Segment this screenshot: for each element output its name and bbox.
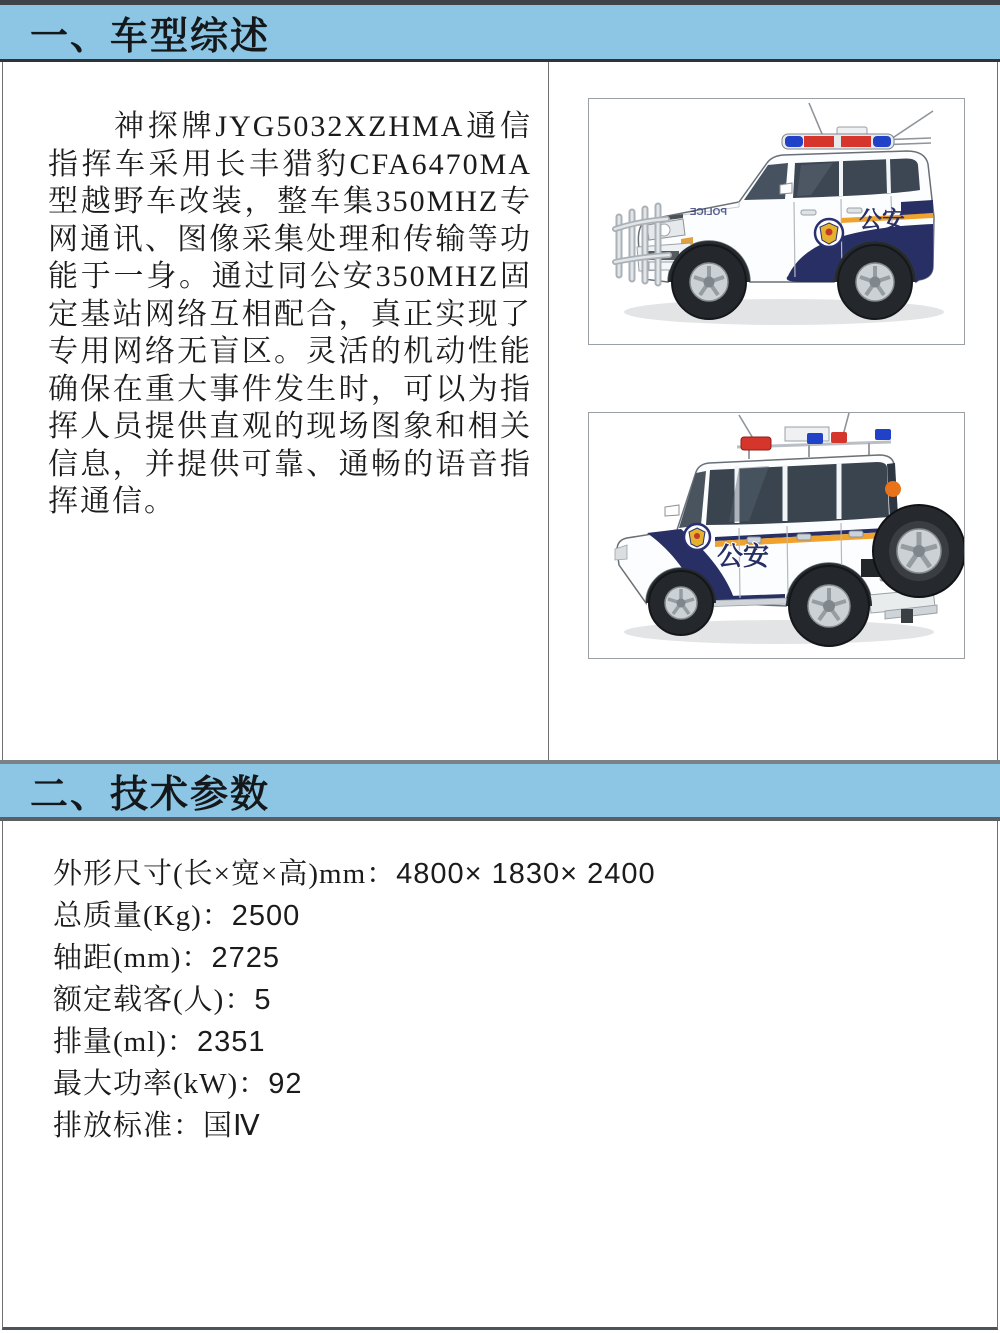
- side-mirror: [665, 505, 679, 516]
- spec-value: 2500: [231, 900, 301, 932]
- rear-wheel: [838, 245, 912, 319]
- navy-beltline-band: [901, 200, 933, 215]
- spec-value: 5: [254, 984, 272, 1016]
- vehicle-side-label: 公安: [717, 541, 770, 571]
- spec-value: 2725: [211, 942, 280, 974]
- roof-lightbar-icon: [782, 134, 894, 149]
- vehicle-rear-photo: [589, 413, 964, 658]
- spec-row-gross-weight: [53, 895, 967, 937]
- section1-body: [2, 62, 998, 760]
- front-wheel: [649, 571, 713, 635]
- spec-value: 92: [268, 1068, 303, 1100]
- photo-column: [549, 62, 997, 760]
- vehicle-side-label: 公安: [859, 206, 905, 232]
- spec-row-displacement: [53, 1021, 967, 1063]
- spec-label: 总质量(Kg)：: [53, 900, 232, 932]
- windshield: [744, 163, 788, 200]
- side-mirror: [780, 183, 792, 194]
- spec-label: 排放标准：: [53, 1110, 204, 1142]
- vehicle-front-photo-frame: [588, 98, 965, 345]
- police-badge-icon: [684, 524, 710, 550]
- section1-header: [0, 5, 1000, 62]
- police-badge-icon: [815, 219, 843, 247]
- rear-window-sticker: [885, 481, 901, 497]
- spec-label: 轴距(mm)：: [53, 942, 212, 974]
- front-wheel: [672, 245, 746, 319]
- spec-row-emission-standard: [53, 1105, 967, 1147]
- section2-body: [2, 821, 998, 1330]
- spec-row-seating: [53, 979, 967, 1021]
- spec-row-max-power: [53, 1063, 967, 1105]
- spec-value: 国Ⅳ: [203, 1110, 261, 1142]
- tow-hitch: [901, 609, 913, 623]
- spec-row-dimensions: [53, 853, 967, 895]
- overview-paragraph: 神探牌JYG5032XZHMA通信指挥车采用长丰猎豹CFA6470MA型越野车改装，整车集350MHZ专网通讯、图像采集处理和传输等功能于一身。通过同公安350MHZ固定基站网络互相配合，真正实现了专用网络无盲区。灵活的机动性能确保在重大事件发生时，可以为指挥人员提供直观的现场图象和相关信息，并提供可靠、通畅的语音指挥通信。: [48, 110, 532, 518]
- spec-label: 排量(ml)：: [53, 1026, 197, 1058]
- rear-wheel: [789, 566, 869, 646]
- overview-text-column: [3, 62, 549, 760]
- section2-title: 二、技术参数: [30, 774, 271, 816]
- spare-tire-icon: [873, 505, 964, 597]
- section1-title: 一、车型综述: [30, 15, 271, 58]
- bull-bar-icon: [615, 206, 669, 283]
- hood-mirrored-text: POLICE: [689, 207, 727, 218]
- section2-header: [0, 764, 1000, 817]
- spec-value: 4800× 1830× 2400: [396, 858, 656, 890]
- spec-value: 2351: [196, 1026, 266, 1058]
- spec-label: 额定载客(人)：: [53, 984, 255, 1016]
- vehicle-rear-photo-frame: [588, 412, 965, 659]
- spec-row-wheelbase: [53, 937, 967, 979]
- vehicle-front-photo: [589, 99, 964, 344]
- spec-label: 最大功率(kW)：: [53, 1068, 269, 1100]
- spec-label: 外形尺寸(长×宽×高)mm：: [53, 858, 397, 890]
